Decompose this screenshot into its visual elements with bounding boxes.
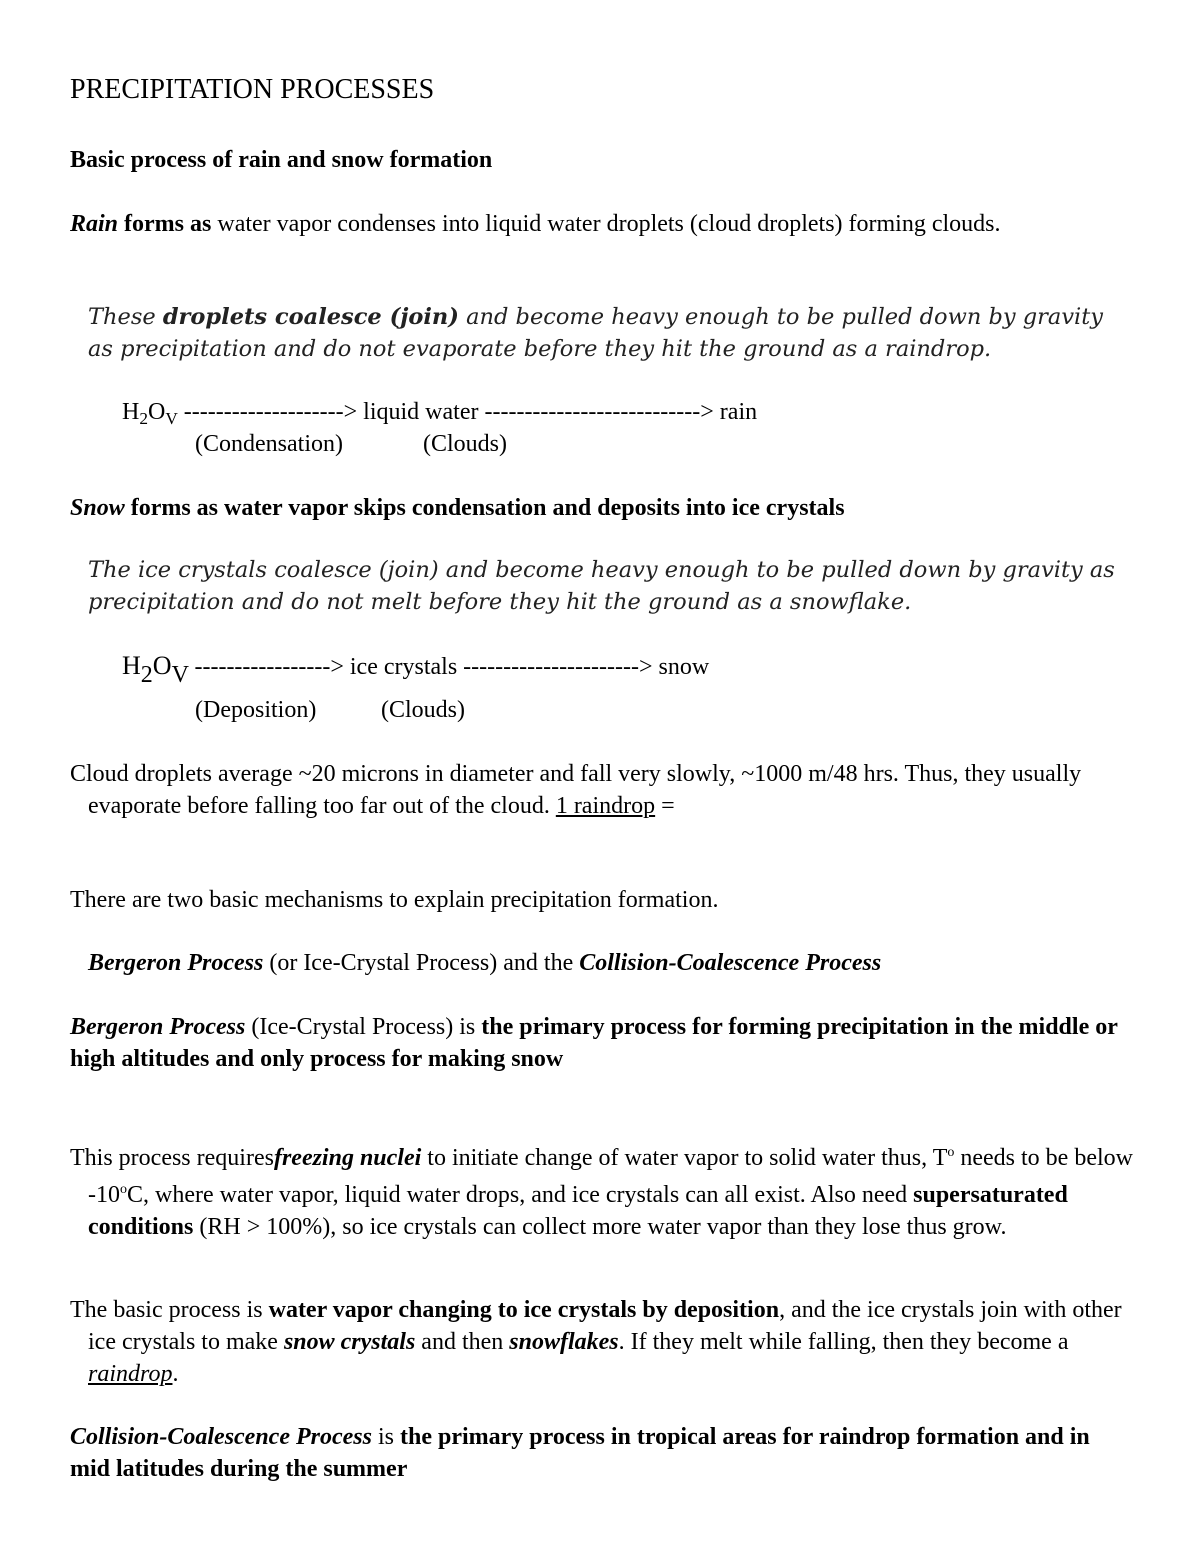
collision-term: Collision-Coalescence Process [579, 950, 882, 976]
bergeron-bold: the primary process for forming precipitation in the middle or high altitudes and only process for making snow [70, 1014, 1118, 1072]
requires-p5: (RH > 100%), so ice crystals can collect more water vapor than they lose thus grow. [193, 1214, 1007, 1240]
requires-p1: This process requires [70, 1145, 274, 1171]
snow-label-clouds: (Clouds) [381, 697, 465, 723]
rain-paragraph [70, 208, 1130, 240]
formula-o: O [147, 399, 166, 425]
supersaturated: supersaturated conditions [88, 1182, 1068, 1240]
formula-sub-v: V [165, 409, 178, 429]
collision-bold: the primary process in tropical areas for raindrop formation and in mid latitudes during the summer [70, 1424, 1090, 1482]
snow-heading-text: forms as water vapor skips condensation and deposits into ice crystals [124, 495, 845, 521]
rain-italic-paragraph [88, 302, 1133, 365]
rain-label-clouds: (Clouds) [423, 431, 507, 457]
rain-text: water vapor condenses into liquid water droplets (cloud droplets) forming clouds. [211, 211, 1001, 237]
formula-h: H [122, 651, 141, 680]
rain-formula [122, 396, 757, 428]
snowflakes: snowflakes [509, 1329, 619, 1355]
requires-p3: needs to be below -10 [88, 1145, 1133, 1208]
bergeron-mid: (Ice-Crystal Process) is [245, 1014, 482, 1040]
raindrop-underlined: 1 raindrop [555, 793, 656, 819]
collision-lead: Collision-Coalescence Process [70, 1424, 372, 1450]
formula-h: H [122, 399, 140, 425]
basic-p1: The basic process is [70, 1297, 269, 1323]
rain-italic-pre: These [88, 304, 163, 330]
degree-mark: o [947, 1145, 955, 1160]
snow-italic-paragraph: The ice crystals coalesce (join) and become heavy enough to be pulled down by gravity as precipitation and do not melt before they hit the ground as a snowflake. [88, 557, 1115, 615]
bergeron-lead: Bergeron Process [70, 1014, 246, 1040]
basic-p4: . If they melt while falling, then they become a [618, 1329, 1069, 1355]
bergeron-term: Bergeron Process [88, 950, 264, 976]
snow-formula [122, 650, 710, 688]
cloud-droplets-text: Cloud droplets average ~20 microns in diameter and fall very slowly, ~1000 m/48 hrs. Thus, they usually evaporate before falling too far out of the cloud. [70, 761, 1082, 819]
formula-o: O [152, 651, 172, 680]
formula-rest: --------------------> liquid water ---------------------------> rain [177, 399, 758, 425]
mechanisms-mid: (or Ice-Crystal Process) and the [263, 950, 580, 976]
page-title: PRECIPITATION PROCESSES [70, 74, 435, 105]
formula-rest: -----------------> ice crystals ----------------------> snow [188, 654, 710, 680]
basic-p2: , and the ice crystals join with other ice crystals to make [88, 1297, 1122, 1355]
basic-process-paragraph [70, 1294, 1138, 1390]
requires-p2: to initiate change of water vapor to solid water thus, T [421, 1145, 948, 1171]
formula-sub-v: V [171, 662, 189, 688]
collision-paragraph [70, 1421, 1120, 1485]
snow-term: Snow [70, 495, 125, 521]
cloud-droplets-paragraph [70, 758, 1138, 822]
cloud-droplets-tail: = [655, 793, 675, 819]
formula-sub-2: 2 [139, 409, 148, 429]
raindrop-italic-underlined: raindrop [88, 1361, 173, 1387]
requires-p4: C, where water vapor, liquid water drops, and ice crystals can all exist. Also need [127, 1182, 914, 1208]
formula-sub-2: 2 [140, 662, 153, 688]
basic-bold: water vapor changing to ice crystals by deposition [268, 1297, 780, 1323]
basic-p3: and then [415, 1329, 510, 1355]
rain-italic-bold: droplets coalesce (join) [162, 304, 459, 330]
snow-label-deposition: (Deposition) [195, 697, 317, 723]
section-heading-basic: Basic process of rain and snow formation [70, 147, 493, 173]
mechanisms-line [88, 947, 1148, 979]
rain-label-condensation: (Condensation) [195, 431, 343, 457]
snow-crystals: snow crystals [283, 1329, 416, 1355]
bergeron-paragraph [70, 1011, 1120, 1075]
collision-mid: is [371, 1424, 400, 1450]
degree-mark: o [120, 1182, 127, 1197]
rain-term: Rain [70, 211, 119, 237]
two-mechanisms-text: There are two basic mechanisms to explain precipitation formation. [70, 887, 719, 913]
requires-paragraph [70, 1137, 1138, 1243]
snow-heading [70, 492, 1130, 524]
rain-italic-post: and become heavy enough to be pulled down by gravity as precipitation and do not evaporate before they hit the ground as a raindrop. [88, 304, 1104, 362]
basic-p5: . [172, 1361, 179, 1387]
rain-forms-as: forms as [124, 211, 212, 237]
freezing-nuclei: freezing nuclei [273, 1145, 422, 1171]
